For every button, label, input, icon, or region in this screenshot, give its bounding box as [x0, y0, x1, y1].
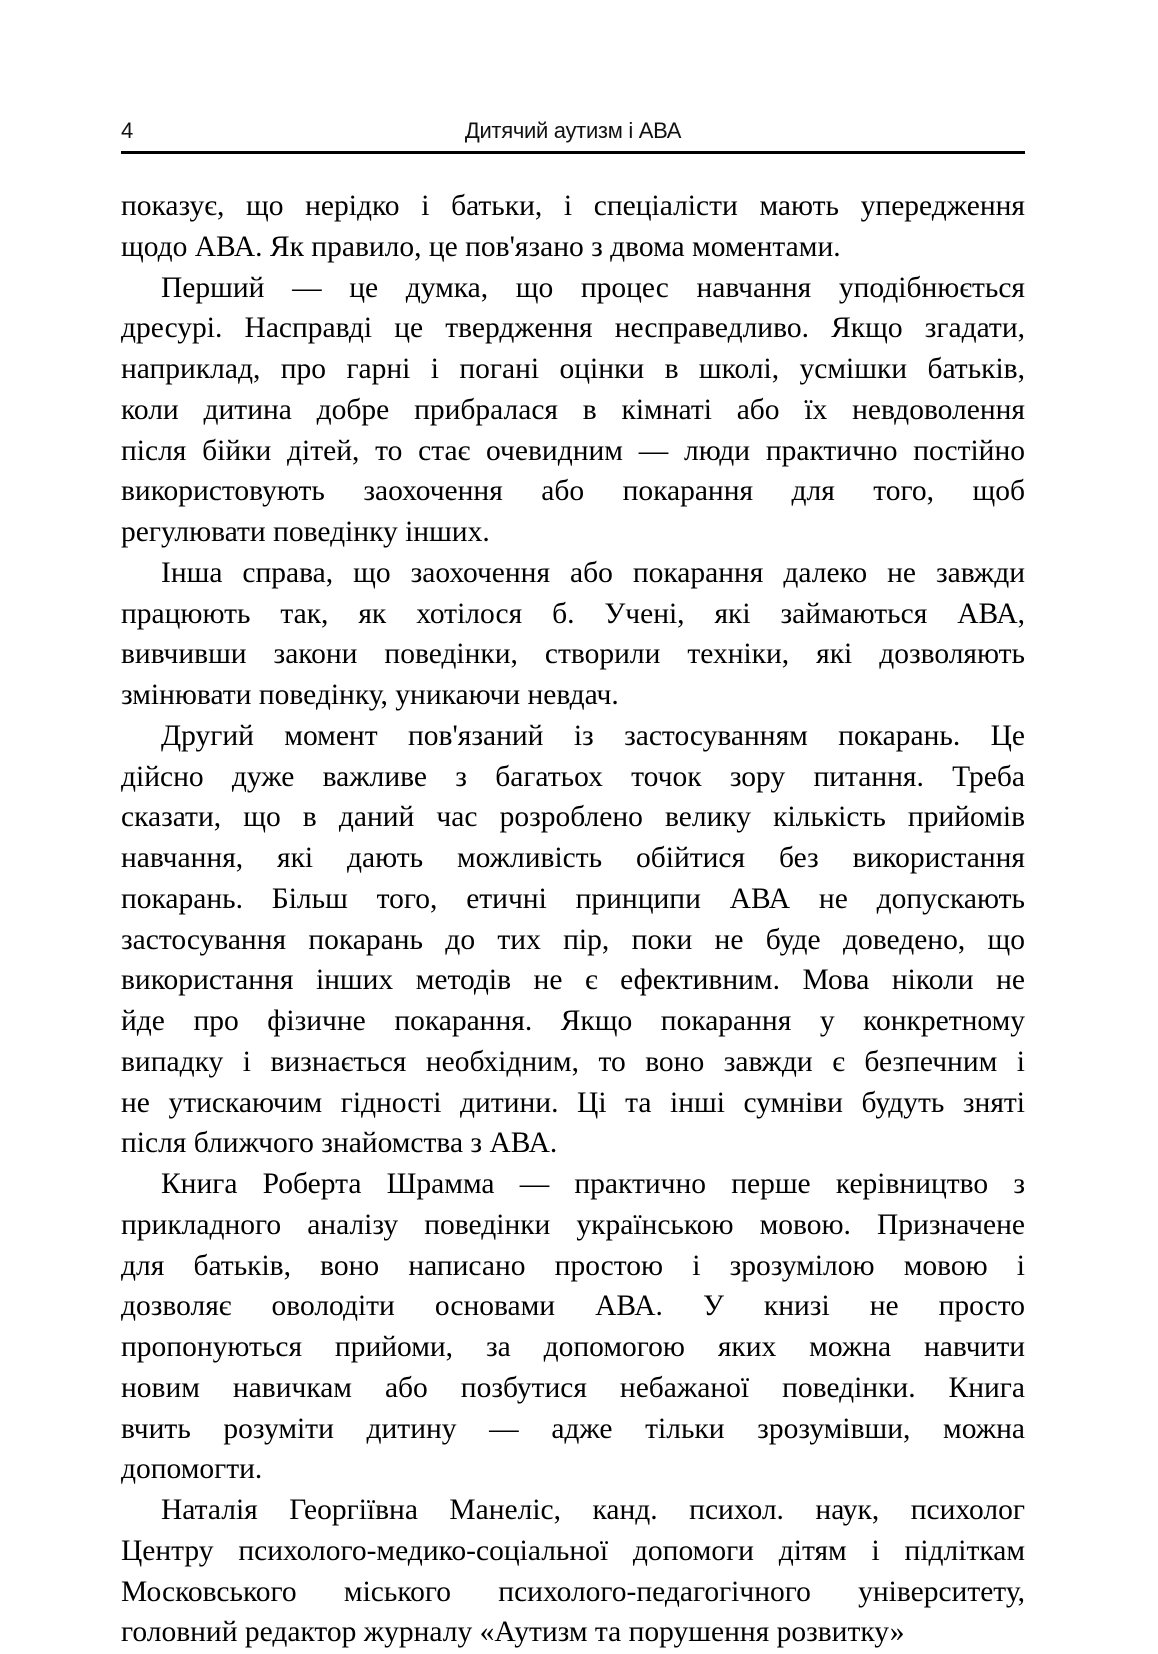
text-line: показує, що нерідко і батьки, і спеціалісти мають упередження [121, 190, 1025, 222]
text-line: Центру психолого-медико-соціальної допомоги дітям і підліткам [121, 1534, 1025, 1567]
text-line: змінювати поведінку, уникаючи невдач. [121, 679, 619, 711]
page-body [121, 186, 1025, 1653]
text-line: новим навичкам або позбутися небажаної поведінки. Книга [121, 1371, 1025, 1404]
text-line: дійсно дуже важливе з багатьох точок зору питання. Треба [121, 760, 1025, 793]
text-line: працюють так, як хотілося б. Учені, які займаються АВА, [121, 597, 1025, 630]
text-line: не утискаючим гідності дитини. Ці та інші сумніви будуть зняті [121, 1086, 1025, 1119]
text-line: випадку і визнається необхідним, то воно завжди є безпечним і [121, 1045, 1025, 1078]
text-line: Наталія Георгіївна Манеліс, канд. психол. наук, психолог [161, 1494, 1025, 1526]
header-rule [121, 151, 1025, 154]
text-line: дозволяє оволодіти основами АВА. У книзі не просто [121, 1290, 1025, 1323]
text-line: Другий момент пов'язаний із застосуванням покарань. Це [161, 719, 1025, 752]
text-line: вивчивши закони поведінки, створили техніки, які дозволяють [121, 638, 1025, 671]
text-line: головний редактор журналу «Аутизм та порушення розвитку» [121, 1616, 905, 1649]
text-line: сказати, що в даний час розроблено велику кількість прийомів [121, 801, 1025, 834]
text-line: Книга Роберта Шрамма — практично перше керівництво з [161, 1168, 1025, 1200]
paragraph-author-signature [121, 1490, 1025, 1653]
text-line: коли дитина добре прибралася в кімнаті або їх невдоволення [121, 393, 1025, 426]
text-line: застосування покарань до тих пір, поки не буде доведено, що [121, 923, 1025, 956]
text-line: регулювати поведінку інших. [121, 516, 490, 548]
page-header [121, 116, 1025, 148]
text-line: після ближчого знайомства з АВА. [121, 1127, 558, 1160]
text-line: наприклад, про гарні і погані оцінки в школі, усмішки батьків, [121, 353, 1025, 385]
text-line: після бійки дітей, то стає очевидним — люди практично постійно [121, 434, 1025, 467]
text-line: Московського міського психолого-педагогічного університету, [121, 1575, 1025, 1608]
paragraph-other-matter [121, 553, 1025, 716]
paragraph-second-point [121, 716, 1025, 1164]
text-line: щодо АВА. Як правило, це пов'язано з двома моментами. [121, 230, 841, 263]
text-line: пропонуються прийоми, за допомогою яких можна навчити [121, 1331, 1025, 1363]
paragraph-intro-continuation [121, 186, 1025, 268]
text-line: для батьків, воно написано простою і зрозумілою мовою і [121, 1249, 1025, 1282]
text-line: йде про фізичне покарання. Якщо покарання у конкретному [121, 1005, 1025, 1037]
text-line: вчить розуміти дитину — адже тільки зрозумівши, можна [121, 1412, 1025, 1445]
text-line: використання інших методів не є ефективним. Мова ніколи не [121, 964, 1025, 997]
text-line: прикладного аналізу поведінки українською мовою. Призначене [121, 1208, 1025, 1241]
text-line: покарань. Більш того, етичні принципи АВА не допускають [121, 882, 1025, 915]
running-title: Дитячий аутизм і АВА [464, 118, 682, 143]
page-number: 4 [121, 118, 134, 143]
paragraph-book-description [121, 1164, 1025, 1490]
text-line: допомогти. [121, 1453, 263, 1486]
text-line: Інша справа, що заохочення або покарання далеко не завжди [161, 556, 1025, 589]
text-line: навчання, які дають можливість обійтися без використання [121, 842, 1025, 874]
paragraph-first-point [121, 268, 1025, 553]
text-line: використовують заохочення або покарання для того, щоб [121, 475, 1025, 508]
text-line: дресурі. Насправді це твердження несправедливо. Якщо згадати, [121, 312, 1025, 345]
text-line: Перший — це думка, що процес навчання уподібнюється [161, 271, 1025, 304]
